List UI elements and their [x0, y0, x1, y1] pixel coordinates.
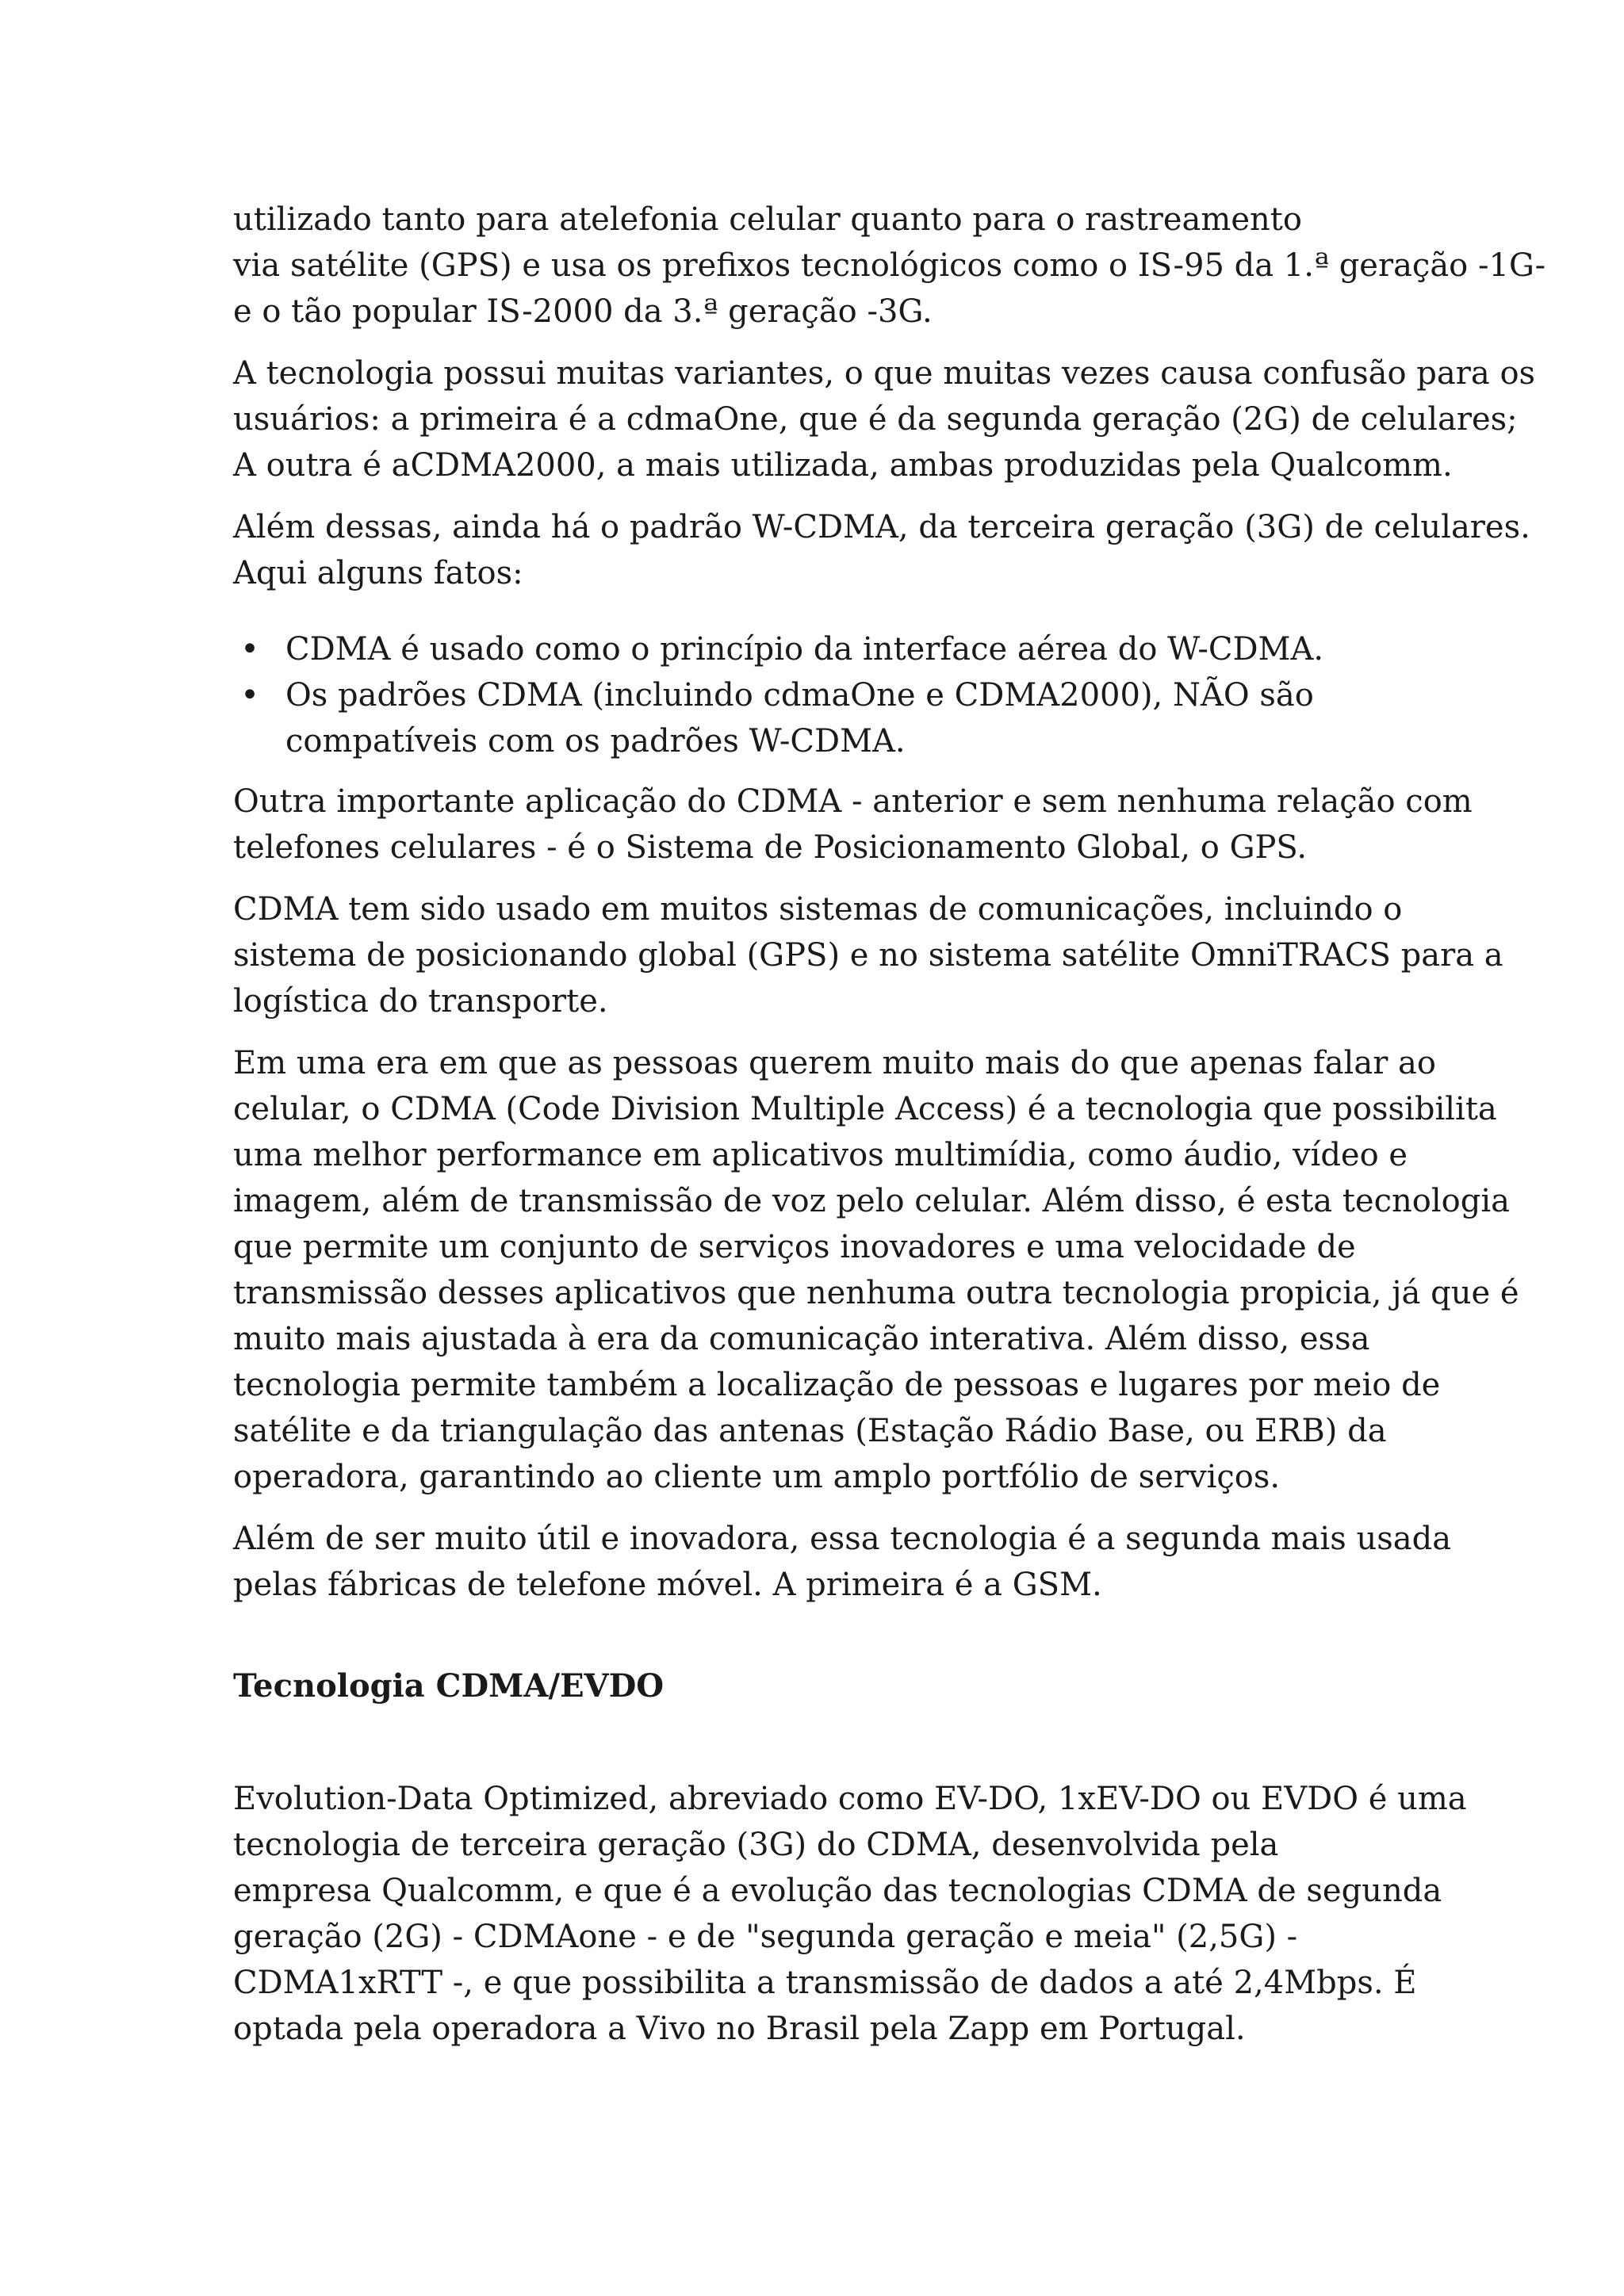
text-line: telefones celulares - é o Sistema de Posicionamento Global, o GPS. — [233, 829, 1308, 866]
text-line: Em uma era em que as pessoas querem muito mais do que apenas falar ao — [233, 1045, 1436, 1081]
intro-paragraph — [233, 197, 1546, 335]
text-line: Outra importante aplicação do CDMA - anterior e sem nenhuma relação com — [233, 783, 1473, 820]
text-line: empresa Qualcomm, e que é a evolução das tecnologias CDMA de segunda — [233, 1873, 1442, 1909]
facts-list — [233, 626, 1423, 764]
era-paragraph — [233, 1040, 1519, 1500]
text-line: usuários: a primeira é a cdmaOne, que é da segunda geração (2G) de celulares; — [233, 401, 1518, 438]
text-line: Além dessas, ainda há o padrão W-CDMA, da terceira geração (3G) de celulares. — [233, 509, 1530, 545]
list-item — [233, 626, 1423, 672]
text-line: via satélite (GPS) e usa os prefixos tecnológicos como o IS-95 da 1.ª geração -1G- — [233, 247, 1546, 284]
text-line: Aqui alguns fatos: — [233, 555, 523, 591]
text-line: optada pela operadora a Vivo no Brasil pela Zapp em Portugal. — [233, 2011, 1246, 2047]
text-line: CDMA1xRTT -, e que possibilita a transmissão de dados a até 2,4Mbps. É — [233, 1965, 1417, 2001]
text-line: Evolution-Data Optimized, abreviado como EV-DO, 1xEV-DO ou EVDO é uma — [233, 1781, 1467, 1817]
gps-paragraph — [233, 779, 1473, 871]
text-line: pelas fábricas de telefone móvel. A primeira é a GSM. — [233, 1567, 1102, 1603]
text-line: transmissão desses aplicativos que nenhuma outra tecnologia propicia, já que é — [233, 1275, 1519, 1311]
text-line: uma melhor performance em aplicativos multimídia, como áudio, vídeo e — [233, 1137, 1408, 1173]
text-line: Os padrões CDMA (incluindo cdmaOne e CDMA2000), NÃO são — [285, 677, 1314, 714]
text-line: muito mais ajustada à era da comunicação interativa. Além disso, essa — [233, 1321, 1370, 1357]
evdo-paragraph — [233, 1776, 1467, 2052]
text-line: satélite e da triangulação das antenas (Estação Rádio Base, ou ERB) da — [233, 1413, 1387, 1449]
text-line: CDMA tem sido usado em muitos sistemas de comunicações, incluindo o — [233, 891, 1403, 928]
text-line: CDMA é usado como o princípio da interface aérea do W-CDMA. — [285, 631, 1324, 668]
text-line: A outra é aCDMA2000, a mais utilizada, ambas produzidas pela Qualcomm. — [233, 447, 1453, 484]
omnitracs-paragraph — [233, 886, 1503, 1024]
list-item — [233, 672, 1423, 764]
text-line: operadora, garantindo ao cliente um amplo portfólio de serviços. — [233, 1459, 1281, 1495]
text-line: celular, o CDMA (Code Division Multiple Access) é a tecnologia que possibilita — [233, 1091, 1497, 1127]
text-line: sistema de posicionando global (GPS) e no sistema satélite OmniTRACS para a — [233, 937, 1503, 974]
section-heading: Tecnologia CDMA/EVDO — [233, 1667, 665, 1705]
text-line: logística do transporte. — [233, 983, 608, 1020]
text-line: utilizado tanto para atelefonia celular quanto para o rastreamento — [233, 201, 1302, 238]
text-line: geração (2G) - CDMAone - e de "segunda geração e meia" (2,5G) - — [233, 1919, 1298, 1955]
text-line: que permite um conjunto de serviços inovadores e uma velocidade de — [233, 1229, 1356, 1265]
variants-paragraph — [233, 350, 1536, 488]
text-line: tecnologia permite também a localização de pessoas e lugares por meio de — [233, 1367, 1441, 1403]
bullet-icon: • — [240, 631, 259, 668]
text-line: imagem, além de transmissão de voz pelo celular. Além disso, é esta tecnologia — [233, 1183, 1510, 1219]
text-line: A tecnologia possui muitas variantes, o que muitas vezes causa confusão para os — [233, 355, 1536, 392]
gsm-paragraph — [233, 1516, 1452, 1608]
wcdma-paragraph — [233, 504, 1530, 596]
bullet-icon: • — [240, 677, 259, 714]
text-line: compatíveis com os padrões W-CDMA. — [285, 723, 906, 760]
text-line: Além de ser muito útil e inovadora, essa tecnologia é a segunda mais usada — [233, 1521, 1452, 1557]
text-line: e o tão popular IS-2000 da 3.ª geração -3G. — [233, 293, 933, 330]
text-line: tecnologia de terceira geração (3G) do CDMA, desenvolvida pela — [233, 1827, 1279, 1863]
document-body — [233, 197, 1546, 2068]
